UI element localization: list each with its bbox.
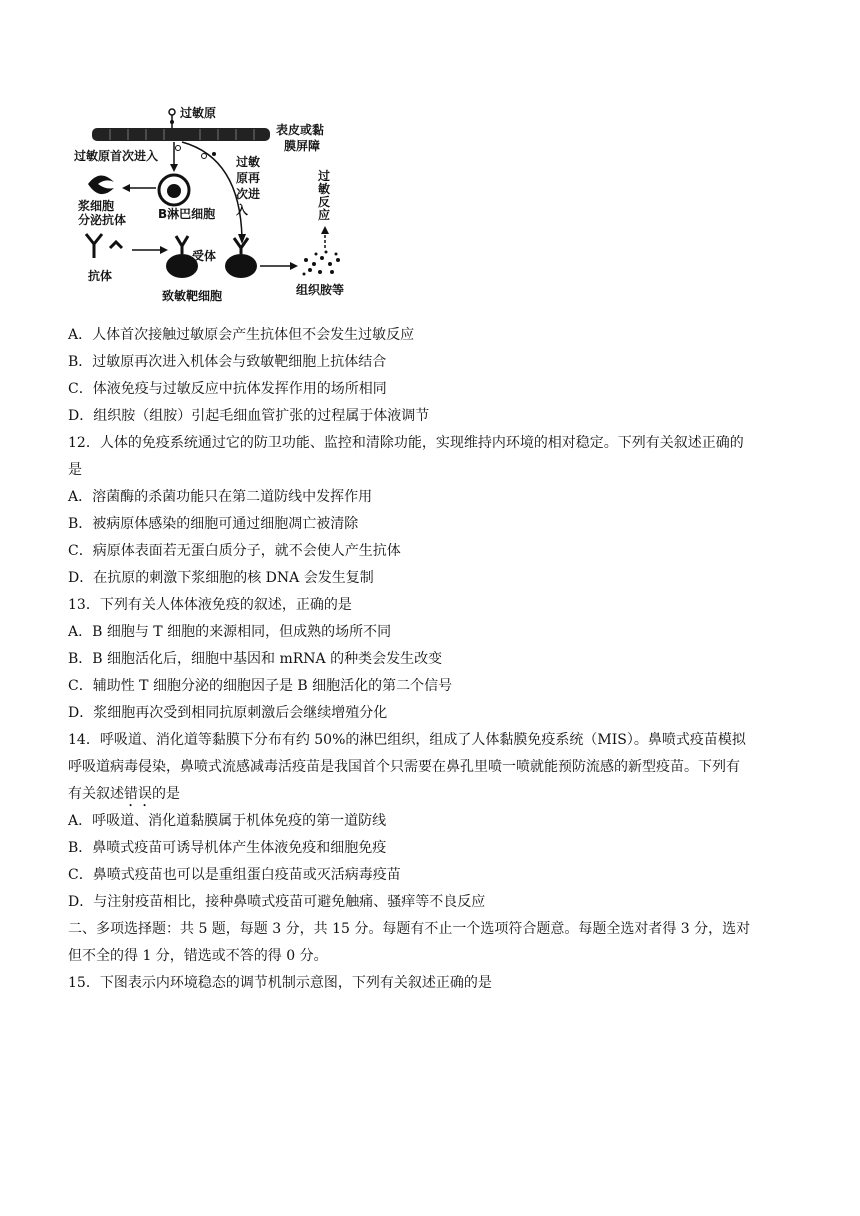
option-14-c: C．鼻喷式疫苗也可以是重组蛋白疫苗或灭活病毒疫苗: [68, 867, 401, 883]
plasma-cell-label-2: 分泌抗体: [78, 213, 127, 227]
epithelial-barrier: [92, 128, 270, 141]
plasma-cell-icon: [88, 175, 114, 194]
first-entry-label: 过敏原首次进入: [74, 149, 159, 163]
plasma-cell-label-1: 浆细胞: [78, 199, 115, 213]
arrow-head-allergic-reaction: [321, 226, 329, 234]
histamine-label: 组织胺等: [296, 283, 345, 297]
receptor-label: 受体: [192, 249, 217, 263]
option-14-b: B．鼻喷式疫苗可诱导机体产生体液免疫和细胞免疫: [68, 840, 387, 856]
question-12-stem-line-2: 是: [68, 462, 82, 478]
target-cell-icon-2: [225, 238, 257, 278]
arrow-head-histamine: [290, 262, 298, 270]
question-14-emphasis: 错误: [124, 786, 152, 802]
antibody-icon: [86, 234, 122, 258]
option-11-c: C．体液免疫与过敏反应中抗体发挥作用的场所相同: [68, 381, 387, 397]
re-entry-label-3: 次进: [236, 187, 261, 201]
section-2-instructions-line-1: 二、多项选择题：共 5 题，每题 3 分，共 15 分。每题有不止一个选项符合题意。每题全选对者得 3 分，选对: [68, 921, 751, 937]
allergic-reaction-label-3: 反: [318, 195, 331, 209]
histamine-granules: [303, 251, 341, 276]
re-entry-arrow: [182, 142, 242, 238]
option-14-a: A．呼吸道、消化道黏膜属于机体免疫的第一道防线: [68, 813, 387, 829]
question-14-stem-line-1: 14．呼吸道、消化道等黏膜下分布有约 50%的淋巴组织，组成了人体黏膜免疫系统（MIS）。鼻喷式疫苗模拟: [68, 732, 746, 748]
option-12-c: C．病原体表面若无蛋白质分子，就不会使人产生抗体: [68, 543, 401, 559]
option-13-c: C．辅助性 T 细胞分泌的细胞因子是 B 细胞活化的第二个信号: [68, 678, 453, 694]
option-12-a: A．溶菌酶的杀菌功能只在第二道防线中发挥作用: [68, 489, 373, 505]
b-cell-icon: [159, 175, 189, 205]
arrow-head-b-cell: [170, 164, 178, 172]
arrow-head-target-cell: [160, 246, 168, 254]
re-entry-label-4: 入: [236, 203, 249, 217]
barrier-label-2: 膜屏障: [284, 139, 321, 153]
re-entry-label-1: 过敏: [236, 155, 261, 169]
question-14-stem-prefix: 有关叙述: [68, 786, 124, 802]
option-11-b: B．过敏原再次进入机体会与致敏靶细胞上抗体结合: [68, 354, 387, 370]
question-12-stem-line-1: 12．人体的免疫系统通过它的防卫功能、监控和清除功能，实现维持内环境的相对稳定。下列有关叙述正确的: [68, 435, 744, 451]
antibody-label: 抗体: [88, 269, 113, 283]
option-13-a: A．B 细胞与 T 细胞的来源相同，但成熟的场所不同: [68, 624, 392, 640]
option-14-d: D．与注射疫苗相比，接种鼻喷式疫苗可避免触痛、骚痒等不良反应: [68, 894, 486, 910]
option-11-d: D．组织胺（组胺）引起毛细血管扩张的过程属于体液调节: [68, 408, 430, 424]
option-12-d: D．在抗原的刺激下浆细胞的核 DNA 会发生复制: [68, 570, 374, 586]
allergy-mechanism-diagram: [70, 98, 370, 308]
option-12-b: B．被病原体感染的细胞可通过细胞凋亡被清除: [68, 516, 359, 532]
question-text: [68, 322, 798, 997]
question-14-stem-line-3: [68, 781, 798, 808]
allergic-reaction-label-2: 敏: [318, 182, 331, 196]
target-cell-label: 致敏靶细胞: [162, 289, 223, 303]
b-cell-label: B淋巴细胞: [158, 207, 216, 221]
allergen-icon: [169, 109, 175, 128]
re-entry-label-2: 原再: [236, 171, 261, 185]
allergy-diagram-svg: [70, 98, 370, 308]
section-2-instructions-line-2: 但不全的得 1 分，错选或不答的得 0 分。: [68, 948, 328, 964]
option-13-d: D．浆细胞再次受到相同抗原刺激后会继续增殖分化: [68, 705, 388, 721]
question-13-stem: 13．下列有关人体体液免疫的叙述，正确的是: [68, 597, 352, 613]
allergic-reaction-label-4: 应: [318, 208, 331, 222]
question-15-stem: 15．下图表示内环境稳态的调节机制示意图，下列有关叙述正确的是: [68, 975, 492, 991]
option-13-b: B．B 细胞活化后，细胞中基因和 mRNA 的种类会发生改变: [68, 651, 443, 667]
option-11-a: A．人体首次接触过敏原会产生抗体但不会发生过敏反应: [68, 327, 415, 343]
question-14-stem-line-2: 呼吸道病毒侵染，鼻喷式流感减毒活疫苗是我国首个只需要在鼻孔里喷一喷就能预防流感的新型疫苗。下列有: [68, 759, 740, 775]
question-14-stem-suffix: 的是: [152, 786, 180, 802]
barrier-label-1: 表皮或黏: [276, 123, 325, 137]
allergen-label: 过敏原: [180, 106, 217, 120]
allergic-reaction-label-1: 过: [318, 169, 331, 183]
arrow-head-plasma-cell: [122, 184, 130, 192]
